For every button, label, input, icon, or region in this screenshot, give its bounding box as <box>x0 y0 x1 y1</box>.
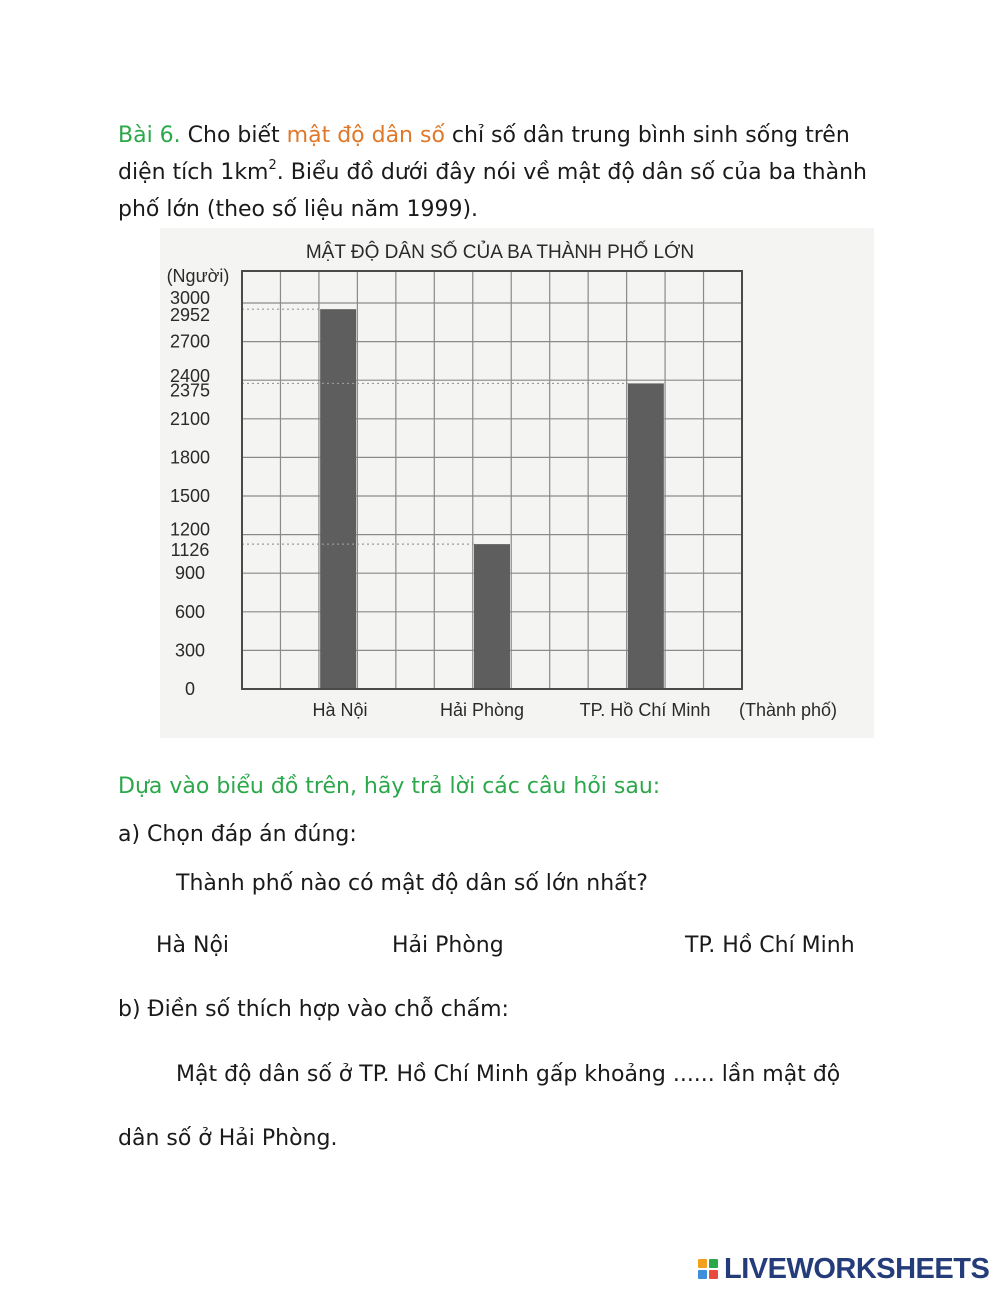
logo-square <box>709 1270 718 1279</box>
y-tick-label: 2700 <box>169 331 211 352</box>
instructions: Dựa vào biểu đồ trên, hãy trả lời các câu hỏi sau: <box>118 774 661 799</box>
question-b-label: b) Điền số thích hợp vào chỗ chấm: <box>118 997 509 1022</box>
brand-logo <box>698 1252 989 1286</box>
chart-background <box>160 228 874 738</box>
question-b-line-2: dân số ở Hải Phòng. <box>118 1126 338 1151</box>
intro-after: chỉ số dân trung bình sinh sống trên <box>444 123 850 148</box>
y-tick-label: 1126 <box>170 540 210 561</box>
y-tick-label: 0 <box>184 679 196 699</box>
option-hai-phong[interactable]: Hải Phòng <box>392 933 504 958</box>
x-axis-label: (Thành phố) <box>738 700 838 720</box>
y-tick-label: 2400 <box>169 366 211 387</box>
x-tick-label: Hải Phòng <box>439 700 525 720</box>
bar-2 <box>474 544 510 689</box>
exercise-line-3: phố lớn (theo số liệu năm 1999). <box>118 197 479 222</box>
question-b-line-1: Mật độ dân số ở TP. Hồ Chí Minh gấp khoảng ...... lần mật độ <box>176 1062 841 1087</box>
intro-chart-desc: . Biểu đồ dưới đây nói về mật độ dân số của ba thành <box>276 160 867 185</box>
population-density-chart <box>160 228 874 738</box>
exercise-line-2 <box>118 154 867 192</box>
question-a-label: a) Chọn đáp án đúng: <box>118 822 357 847</box>
logo-square <box>698 1270 707 1279</box>
logo-square <box>698 1259 707 1268</box>
y-tick-label: 300 <box>174 640 206 661</box>
x-tick-label: Hà Nội <box>312 700 368 720</box>
exercise-line-1 <box>118 117 850 155</box>
bar-3 <box>628 383 664 689</box>
option-tp-ho-chi-minh[interactable]: TP. Hồ Chí Minh <box>685 933 855 958</box>
y-tick-label: 1200 <box>169 519 211 540</box>
highlight-term: mật độ dân số <box>286 123 445 148</box>
y-tick-label: 900 <box>174 563 206 584</box>
y-tick-label: 3000 <box>169 288 211 308</box>
logo-icon <box>698 1259 718 1279</box>
y-tick-label: 1800 <box>169 447 211 468</box>
question-a-text: Thành phố nào có mật độ dân số lớn nhất? <box>176 871 648 896</box>
x-tick-label: TP. Hồ Chí Minh <box>579 700 711 720</box>
logo-square <box>709 1259 718 1268</box>
superscript: 2 <box>268 157 277 173</box>
y-tick-label: 2952 <box>169 305 211 326</box>
y-tick-label: 1500 <box>169 486 211 506</box>
bar-1 <box>320 309 356 689</box>
option-ha-noi[interactable]: Hà Nội <box>156 933 230 958</box>
brand-name: LIVEWORKSHEETS <box>724 1252 990 1285</box>
exercise-label: Bài 6. <box>118 123 181 148</box>
intro-area: diện tích 1km <box>118 160 269 185</box>
y-tick-label: 2100 <box>169 408 211 429</box>
chart-title: MẬT ĐỘ DÂN SỐ CỦA BA THÀNH PHỐ LỚN <box>305 242 695 263</box>
y-tick-label: 2375 <box>169 380 211 401</box>
intro-before: Cho biết <box>180 123 287 148</box>
y-tick-label: 600 <box>174 601 206 622</box>
y-axis-label: (Người) <box>166 266 230 286</box>
